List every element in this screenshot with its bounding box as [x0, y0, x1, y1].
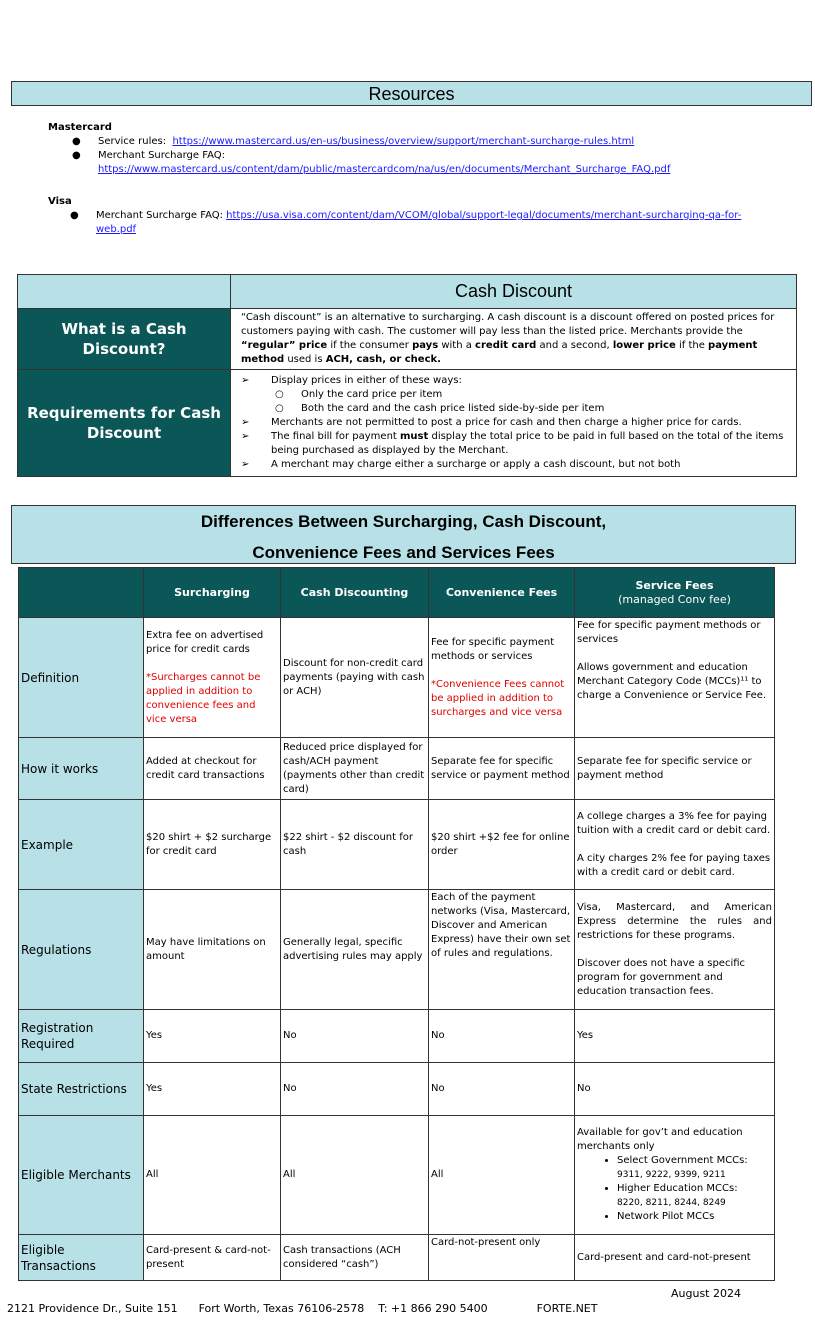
cell: No: [429, 1063, 575, 1116]
requirements-heading: Requirements for Cash Discount: [18, 370, 231, 477]
bullet-icon: ●: [70, 210, 79, 221]
cell: All: [144, 1116, 281, 1235]
row-label-eligible-merchants: Eligible Merchants: [19, 1116, 144, 1235]
cell: Fee for specific payment methods or services Allows government and education Merchant Category Code (MCCs)¹¹ to charge a Convenience or Service Fee.: [575, 618, 775, 738]
cell: $20 shirt + $2 surcharge for credit card: [144, 800, 281, 890]
differences-header: Differences Between Surcharging, Cash Discount, Convenience Fees and Services Fees: [11, 505, 796, 564]
cell: Each of the payment networks (Visa, Mastercard, Discover and American Express) have their own set of rules and regulations.: [429, 890, 575, 1010]
resources-header: Resources: [11, 81, 812, 106]
visa-heading: Visa: [48, 196, 72, 207]
cash-discount-table: [17, 274, 797, 477]
cell: Added at checkout for credit card transactions: [144, 738, 281, 800]
row-label-how-it-works: How it works: [19, 738, 144, 800]
visa-faq-link[interactable]: https://usa.visa.com/content/dam/VCOM/global/support-legal/documents/merchant-surcharging-qa-for- web.pdf: [96, 210, 742, 235]
arrow-bullet-icon: ➢: [241, 458, 250, 470]
cell: Yes: [144, 1010, 281, 1063]
footer: [7, 1302, 597, 1315]
arrow-bullet-icon: ➢: [241, 430, 250, 442]
cell: Separate fee for specific service or payment method: [429, 738, 575, 800]
cell: No: [281, 1010, 429, 1063]
document-date: August 2024: [671, 1287, 741, 1300]
cell: Fee for specific payment methods or services *Convenience Fees cannot be applied in addition to surcharges and vice versa: [429, 618, 575, 738]
requirement-item: ➢ Display prices in either of these ways:: [241, 374, 462, 386]
mastercard-service-rules-link[interactable]: https://www.mastercard.us/en-us/business/overview/support/merchant-surcharge-rules.html: [172, 136, 635, 147]
mastercard-heading: Mastercard: [48, 122, 112, 133]
column-header-surcharging: Surcharging: [144, 568, 281, 618]
footer-address: 2121 Providence Dr., Suite 151: [7, 1302, 178, 1315]
list-item: • Network Pilot MCCs: [617, 1210, 772, 1224]
table-row: [19, 890, 775, 1010]
column-header-convenience-fees: Convenience Fees: [429, 568, 575, 618]
visa-resources: [48, 195, 741, 237]
requirement-item: ➢ Merchants are not permitted to post a price for cash and then charge a higher price for cards.: [241, 416, 742, 428]
table-row: [19, 1235, 775, 1281]
cash-discount-corner: [18, 275, 231, 309]
cell: $20 shirt +$2 fee for online order: [429, 800, 575, 890]
visa-faq-item: ● Merchant Surcharge FAQ: https://usa.visa.com/content/dam/VCOM/global/support-legal/documents/merchant-surcharging-qa-for- web.pdf: [70, 210, 742, 235]
cell: Visa, Mastercard, and American Express determine the rules and restrictions for these programs. Discover does not have a specific program for government and education transaction fees.: [575, 890, 775, 1010]
table-row: [19, 618, 775, 738]
cell: Generally legal, specific advertising rules may apply: [281, 890, 429, 1010]
cell: Cash transactions (ACH considered “cash”): [281, 1235, 429, 1281]
cell: May have limitations on amount: [144, 890, 281, 1010]
bullet-icon: ●: [72, 136, 81, 147]
table-row: [19, 800, 775, 890]
footer-city: Fort Worth, Texas 76106-2578: [198, 1302, 365, 1315]
cell: Card-not-present only: [429, 1235, 575, 1281]
list-item: • Higher Education MCCs: 8220, 8211, 8244, 8249: [617, 1182, 772, 1210]
cell: Extra fee on advertised price for credit cards *Surcharges cannot be applied in addition to convenience fees and vice versa: [144, 618, 281, 738]
cell: No: [281, 1063, 429, 1116]
cell: Available for gov’t and education merchants only • Select Government MCCs: 9311, 9222, 9399, 9211 • Higher Education MCCs: 8220, 8211, 8244, 8249 • Network Pilot MCCs: [575, 1116, 775, 1235]
cell: Discount for non-credit card payments (paying with cash or ACH): [281, 618, 429, 738]
requirements-body: [231, 370, 797, 477]
cell: No: [575, 1063, 775, 1116]
footer-site: FORTE.NET: [536, 1302, 598, 1315]
circle-bullet-icon: ○: [275, 402, 284, 414]
table-row: [19, 1063, 775, 1116]
cell: Reduced price displayed for cash/ACH payment (payments other than credit card): [281, 738, 429, 800]
requirement-item: ➢ The final bill for payment must display the total price to be paid in full based on the total of the items being purchased as displayed by the Merchant.: [241, 430, 784, 456]
table-row: [19, 1116, 775, 1235]
bullet-icon: ●: [72, 150, 81, 161]
cell: No: [429, 1010, 575, 1063]
circle-bullet-icon: ○: [275, 388, 284, 400]
cell: Separate fee for specific service or payment method: [575, 738, 775, 800]
cell: $22 shirt - $2 discount for cash: [281, 800, 429, 890]
cell: Yes: [144, 1063, 281, 1116]
column-header-service-fees: Service Fees (managed Conv fee): [575, 568, 775, 618]
mastercard-resources: [48, 121, 670, 177]
header-blank: [19, 568, 144, 618]
cell: A college charges a 3% fee for paying tuition with a credit card or debit card. A city charges 2% fee for paying taxes with a credit card or debit card.: [575, 800, 775, 890]
row-label-registration-required: Registration Required: [19, 1010, 144, 1063]
row-label-state-restrictions: State Restrictions: [19, 1063, 144, 1116]
cell: All: [429, 1116, 575, 1235]
row-label-definition: Definition: [19, 618, 144, 738]
differences-table: [18, 567, 775, 1281]
requirement-item: ➢ A merchant may charge either a surcharge or apply a cash discount, but not both: [241, 458, 681, 470]
what-is-cash-discount-heading: What is a Cash Discount?: [18, 309, 231, 370]
requirement-subitem: ○ Both the card and the cash price listed side-by-side per item: [275, 402, 605, 414]
mastercard-faq-link[interactable]: https://www.mastercard.us/content/dam/public/mastercardcom/na/us/en/documents/Merchant_Surcharge_FAQ.pdf: [98, 164, 671, 175]
footer-phone: T: +1 866 290 5400: [378, 1302, 488, 1315]
mastercard-service-rules-item: ● Service rules: https://www.mastercard.us/en-us/business/overview/support/merchant-surcharge-rules.html: [72, 136, 635, 147]
cell: Card-present and card-not-present: [575, 1235, 775, 1281]
table-row: [19, 738, 775, 800]
table-header-row: [19, 568, 775, 618]
column-header-cash-discounting: Cash Discounting: [281, 568, 429, 618]
arrow-bullet-icon: ➢: [241, 416, 250, 428]
arrow-bullet-icon: ➢: [241, 374, 250, 386]
list-item: • Select Government MCCs: 9311, 9222, 9399, 9211: [617, 1154, 772, 1182]
mastercard-faq-item: ● Merchant Surcharge FAQ: https://www.mastercard.us/content/dam/public/mastercardcom/na/us/en/documents/Merchant_Surcharge_FAQ.pdf: [72, 150, 671, 175]
cell: Card-present & card-not-present: [144, 1235, 281, 1281]
row-label-regulations: Regulations: [19, 890, 144, 1010]
what-is-cash-discount-body: “Cash discount” is an alternative to surcharging. A cash discount is a discount offered on posted prices for customers paying with cash. The customer will pay less than the listed price. Merchants provide the “regular” price if the consumer pays with a credit card and a second, lower price if the payment method used is ACH, cash, or check.: [231, 309, 797, 370]
row-label-eligible-transactions: Eligible Transactions: [19, 1235, 144, 1281]
cell: All: [281, 1116, 429, 1235]
table-row: [19, 1010, 775, 1063]
row-label-example: Example: [19, 800, 144, 890]
cash-discount-title: Cash Discount: [231, 275, 797, 309]
requirement-subitem: ○ Only the card price per item: [275, 388, 443, 400]
cell: Yes: [575, 1010, 775, 1063]
